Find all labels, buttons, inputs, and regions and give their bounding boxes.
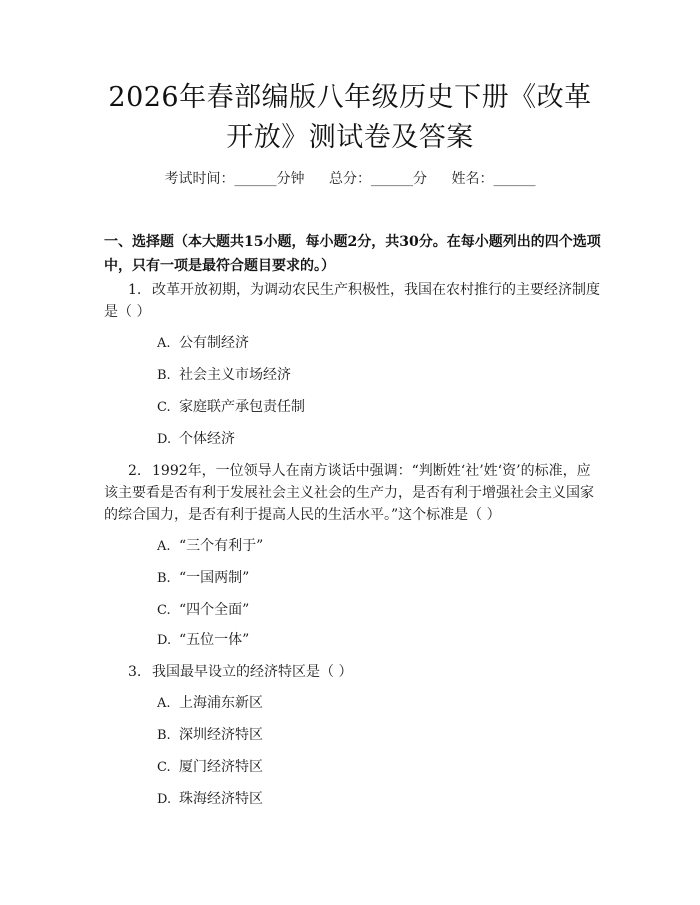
option-letter: D. — [157, 432, 172, 447]
question-3-option-a — [157, 693, 263, 714]
question-text: 改革开放初期，为调动农民生产积极性，我国在农村推行的主要经济制度是（ ） — [104, 282, 600, 320]
question-text: 1992年，一位领导人在南方谈话中强调：“判断姓‘社’姓‘资’的标准，应该主要看是否有利于发展社会主义社会的生产力，是否有利于增强社会主义国家的综合国力，是否有利于提高人民的生活水平。”这个标准是（ ） — [104, 463, 594, 523]
option-text: 社会主义市场经济 — [179, 367, 291, 383]
option-text: 家庭联产承包责任制 — [179, 399, 305, 415]
option-text: “三个有利于” — [179, 538, 264, 554]
option-text: 公有制经济 — [179, 335, 249, 351]
student-name-field: 姓名：______ — [451, 171, 536, 187]
option-letter: C. — [157, 603, 171, 618]
total-score-field: 总分：______分 — [329, 171, 427, 187]
question-3-option-b — [157, 725, 263, 746]
option-letter: C. — [157, 760, 171, 775]
option-text: “四个全面” — [179, 602, 250, 618]
option-text: 珠海经济特区 — [179, 791, 263, 807]
option-text: 深圳经济特区 — [179, 727, 263, 743]
question-3-option-c — [157, 757, 263, 778]
option-letter: B. — [157, 728, 171, 743]
option-text: 个体经济 — [179, 431, 235, 447]
option-letter: A. — [157, 539, 171, 554]
option-letter: C. — [157, 400, 171, 415]
document-title: 2026年春部编版八年级历史下册《改革开放》测试卷及答案 — [108, 82, 592, 153]
option-text: 上海浦东新区 — [179, 695, 263, 711]
option-text: “五位一体” — [179, 632, 250, 648]
option-text: 厦门经济特区 — [179, 759, 263, 775]
question-1-option-d — [157, 429, 235, 450]
option-letter: A. — [157, 336, 171, 351]
question-2-option-c — [157, 600, 249, 621]
section-heading-choice: 一、选择题（本大题共15小题，每小题2分，共30分。在每小题列出的四个选项中，只有一项是最符合题目要求的。） — [104, 234, 601, 274]
question-1-option-a — [157, 333, 249, 354]
exam-time-field: 考试时间：______分钟 — [164, 171, 305, 187]
question-number: 2. — [128, 463, 142, 479]
question-1 — [104, 279, 604, 323]
question-number: 1. — [128, 282, 142, 298]
option-letter: B. — [157, 368, 171, 383]
option-letter: A. — [157, 696, 171, 711]
option-letter: B. — [157, 571, 171, 586]
question-2 — [104, 460, 604, 526]
question-3-option-d — [157, 789, 263, 810]
option-text: “一国两制” — [179, 570, 250, 586]
question-2-option-d — [157, 630, 249, 651]
option-letter: D. — [157, 792, 172, 807]
question-number: 3. — [128, 664, 142, 680]
question-1-option-c — [157, 397, 305, 418]
question-3 — [104, 661, 604, 683]
question-2-option-b — [157, 568, 249, 589]
exam-info-line — [0, 168, 700, 188]
question-2-option-a — [157, 536, 263, 557]
question-1-option-b — [157, 365, 291, 386]
option-letter: D. — [157, 633, 172, 648]
question-text: 我国最早设立的经济特区是（ ） — [152, 664, 353, 680]
